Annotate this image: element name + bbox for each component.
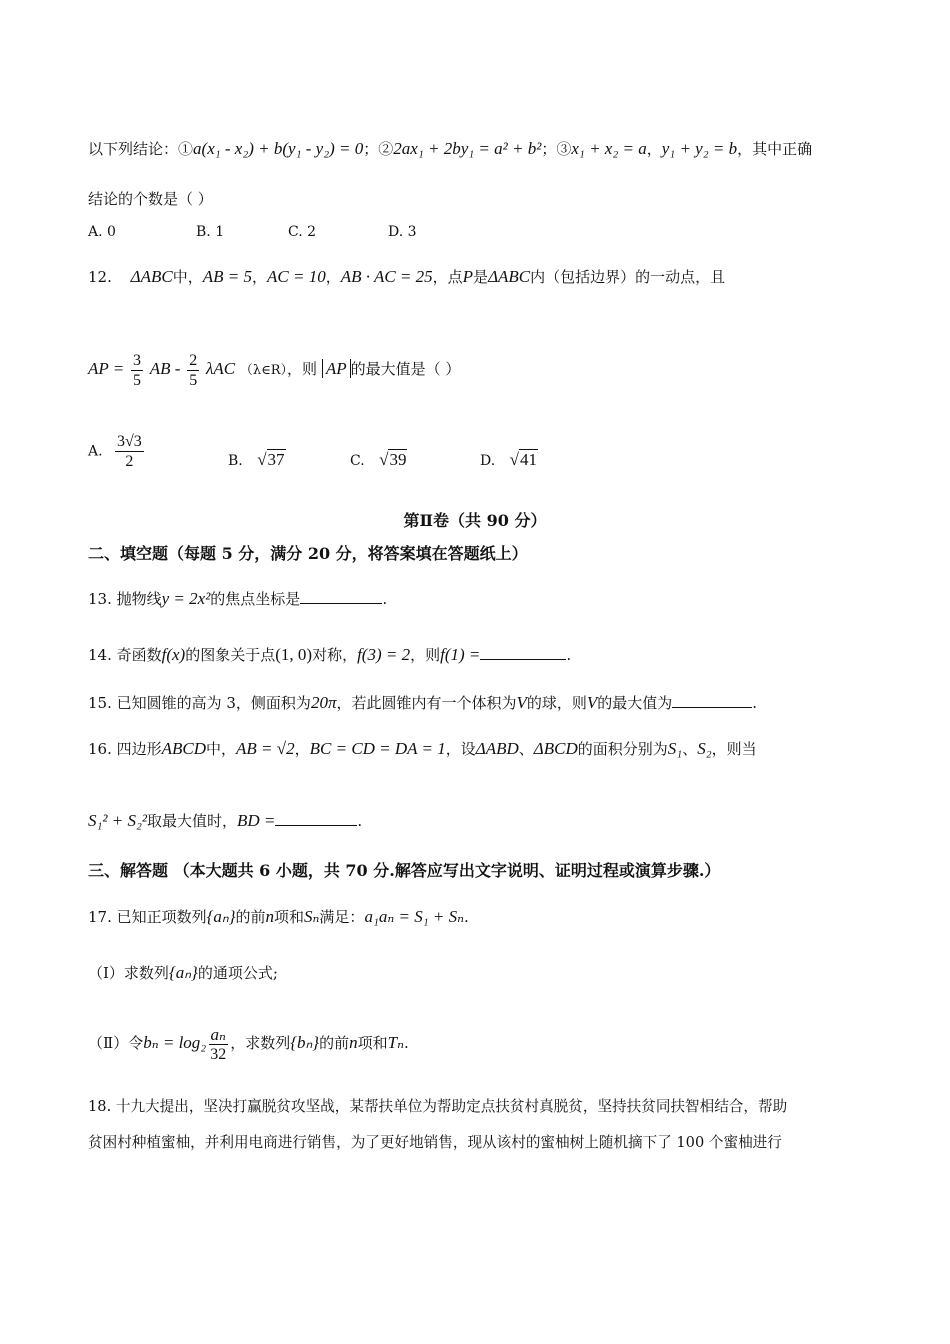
q11-c2-num: ②: [378, 140, 394, 158]
q12-then: ，则: [287, 360, 318, 378]
q17-end: .: [463, 908, 469, 926]
q16-bd: BD =: [237, 811, 276, 830]
q12-ask: 的最大值是（ ）: [350, 360, 461, 378]
q12-comma-2: ，: [325, 268, 341, 286]
q16-text-f: 的面积分别为: [577, 740, 668, 758]
part2-title: 第Ⅱ卷（共 90 分）: [403, 511, 547, 530]
q13-end: .: [382, 590, 388, 608]
q12-option-c: C. √39: [350, 450, 407, 469]
q18-line2: 贫困村种植蜜柚，并利用电商进行销售，为了更好地销售，现从该村的蜜柚树上随机摘下了 100 个蜜柚进行: [88, 1134, 782, 1151]
q17-part2-bn: bₙ = log₂: [143, 1033, 207, 1052]
q16-text-h: ，则当: [711, 740, 757, 758]
q16-end: .: [357, 812, 363, 830]
q17-part2-frac-num: aₙ: [210, 1024, 226, 1044]
q14: [88, 644, 571, 666]
q12-frac-1-den: 5: [132, 371, 141, 389]
q15-answer-blank[interactable]: [672, 693, 752, 708]
q16-text-a: 16. 四边形: [88, 740, 162, 758]
q12-option-a-frac: [115, 432, 144, 471]
q15-text-a: 15. 已知圆锥的高为 3，侧面积为: [88, 694, 311, 712]
q12-triangle: ΔABC: [130, 267, 173, 286]
q17-part2-seq: {bₙ}: [290, 1033, 320, 1052]
q12-frac-2: [187, 351, 199, 390]
q12-line1: [88, 266, 725, 288]
q14-text-d: ，则: [410, 646, 441, 664]
q11-c3-math-b: y₁ + y₂ = b: [661, 139, 738, 158]
q17-seq-an: {aₙ}: [206, 907, 236, 926]
q13-parabola: y = 2x²: [161, 589, 211, 608]
section3-heading: 三、解答题 （本大题共 6 小题，共 70 分.解答应写出文字说明、证明过程或演算步骤.）: [88, 861, 721, 880]
q17-n: n: [265, 907, 275, 926]
q11-lead: 以下列结论：: [88, 140, 179, 158]
q13-text-b: 的焦点坐标是: [210, 590, 301, 608]
q12-ac: AC = 10: [267, 267, 326, 286]
q17-part1-text-b: 的通项公式;: [197, 964, 278, 982]
q17-part1: [88, 962, 278, 984]
q13-text-a: 13. 抛物线: [88, 590, 162, 608]
q15: [88, 692, 757, 714]
q11-c2-math: 2ax₁ + 2by₁ = a² + b²: [393, 139, 542, 158]
q14-point: (1, 0): [275, 645, 313, 664]
q12-point-p: P: [462, 267, 474, 286]
q16-answer-blank[interactable]: [275, 811, 357, 826]
q11-c3-num: ③: [556, 140, 572, 158]
q16-abd: ΔABD: [475, 739, 519, 758]
q16-line2: [88, 810, 362, 832]
q15-v2: V: [586, 693, 598, 712]
q16-text-d: ，设: [445, 740, 476, 758]
q12-frac-2-num: 2: [189, 351, 198, 369]
q13: [88, 588, 387, 610]
q12-comma-1: ，: [252, 268, 268, 286]
q17-part1-text-a: （Ⅰ）求数列: [88, 964, 169, 982]
q12-option-c-radicand: 39: [389, 450, 407, 469]
q17-text-a: 17. 已知正项数列: [88, 908, 207, 926]
q16-line1: [88, 738, 757, 760]
q12-text-3: 是: [473, 268, 489, 286]
q15-end: .: [752, 694, 758, 712]
q16-text-c: ，: [294, 740, 310, 758]
q12-option-a-den: 2: [125, 453, 134, 470]
q15-v: V: [516, 693, 527, 712]
q14-end: .: [566, 646, 572, 664]
q17-part2-frac-den: 32: [210, 1045, 227, 1063]
q14-text-a: 14. 奇函数: [88, 646, 162, 664]
q12-eq-lhs: AP =: [88, 359, 125, 378]
q12-line2: [88, 350, 460, 390]
q11-option-c: C. 2: [288, 224, 317, 240]
q12-abs-ap: AP: [322, 359, 351, 378]
q12-frac-1-num: 3: [132, 351, 141, 369]
q15-text-b: ，若此圆锥内有一个体积为: [336, 694, 517, 712]
q17-part2-text-c: 的前: [319, 1034, 350, 1052]
q17-part2-text-d: 项和: [357, 1034, 388, 1052]
q17: [88, 906, 469, 928]
q17-equation: a₁aₙ = S₁ + Sₙ: [364, 907, 464, 926]
q11-comma: ，: [646, 140, 662, 158]
q12-option-b-radicand: 37: [267, 450, 285, 469]
q14-f3: f(3) = 2: [357, 645, 411, 664]
q12-text-2: ，点: [432, 268, 463, 286]
q16-abcd: ABCD: [161, 739, 207, 758]
q14-text-b: 的图象关于点: [185, 646, 276, 664]
q16-sum: S₁² + S₂²: [88, 811, 147, 830]
q16-text-i: 取最大值时，: [147, 812, 238, 830]
section2-heading: 二、填空题（每题 5 分，满分 20 分，将答案填在答题纸上）: [88, 544, 528, 563]
q12-option-a-num: 3√3: [117, 433, 142, 450]
q11-c1-num: ①: [178, 140, 194, 158]
q12-option-b-label: B.: [228, 453, 243, 469]
q17-text-c: 项和: [274, 908, 305, 926]
q12-option-c-label: C.: [350, 453, 365, 469]
q12-option-a-label: A.: [88, 443, 103, 460]
q12-text-1: 中，: [172, 268, 203, 286]
q16-text-b: 中，: [206, 740, 237, 758]
q12-ab: AB = 5: [202, 267, 252, 286]
q11-sep2: ；: [541, 140, 557, 158]
q11-option-b: B. 1: [196, 224, 225, 240]
q11-line2: 结论的个数是（ ）: [88, 190, 213, 208]
q14-answer-blank[interactable]: [480, 645, 566, 660]
q16-ab: AB = √2: [236, 739, 295, 758]
q16-s2: S₂: [697, 739, 712, 758]
q17-part2-text-a: （Ⅱ）令: [88, 1034, 144, 1052]
q12-condition: （λ∈R）: [239, 363, 288, 378]
q11-option-d: D. 3: [388, 224, 417, 240]
q18-line1: 18. 十九大提出，坚决打赢脱贫攻坚战，某帮扶单位为帮助定点扶贫村真脱贫，坚持扶贫同扶智相结合，帮助: [88, 1098, 788, 1115]
q12-number: 12.: [88, 268, 112, 286]
q17-part2-n: n: [349, 1033, 358, 1052]
q12-triangle-2: ΔABC: [488, 267, 531, 286]
q14-f1: f(1) =: [440, 645, 481, 664]
q12-frac-2-den: 5: [189, 371, 198, 389]
q12-option-a: [88, 432, 146, 471]
q11-sep1: ；: [363, 140, 379, 158]
q12-text-4: 内（包括边界）的一动点，且: [530, 268, 726, 286]
q12-eq-mid: AB -: [149, 359, 181, 378]
q13-answer-blank[interactable]: [300, 589, 382, 604]
q17-part2: [88, 1024, 409, 1064]
q12-option-d: D. √41: [480, 450, 537, 469]
q17-sn: Sₙ: [304, 907, 320, 926]
q17-text-d: 满足：: [319, 908, 365, 926]
q16-text-g: 、: [682, 740, 698, 758]
q17-part2-tn: Tₙ: [387, 1033, 404, 1052]
q11-c3-math-a: x₁ + x₂ = a: [571, 139, 647, 158]
q17-part2-end: .: [403, 1034, 409, 1052]
q12-option-b: B. √37: [228, 450, 285, 469]
q16-text-e: 、: [518, 740, 534, 758]
q12-option-d-label: D.: [480, 453, 496, 469]
q12-dot-product: AB · AC = 25: [340, 267, 433, 286]
q17-text-b: 的前: [235, 908, 266, 926]
q16-bcd: ΔBCD: [533, 739, 578, 758]
q16-s1: S₁: [667, 739, 683, 758]
q17-part1-seq: {aₙ}: [168, 963, 198, 982]
q11-c1-math: a(x₁ - x₂) + b(y₁ - y₂) = 0: [193, 139, 364, 158]
q16-bc: BC = CD = DA = 1: [309, 739, 446, 758]
q11-line1: [88, 138, 812, 160]
q15-text-d: 的最大值为: [597, 694, 673, 712]
q14-text-c: 对称，: [312, 646, 358, 664]
q12-option-d-radicand: 41: [519, 450, 537, 469]
q17-part2-frac: [208, 1025, 228, 1064]
q14-fx: f(x): [161, 645, 186, 664]
q11-tail: ，其中正确: [737, 140, 813, 158]
q11-option-a: A. 0: [88, 224, 116, 240]
q15-area: 20π: [310, 693, 337, 712]
q15-text-c: 的球，则: [526, 694, 587, 712]
q12-eq-rhs: λAC: [206, 359, 236, 378]
q12-frac-1: [131, 351, 143, 390]
q17-part2-text-b: ，求数列: [230, 1034, 291, 1052]
